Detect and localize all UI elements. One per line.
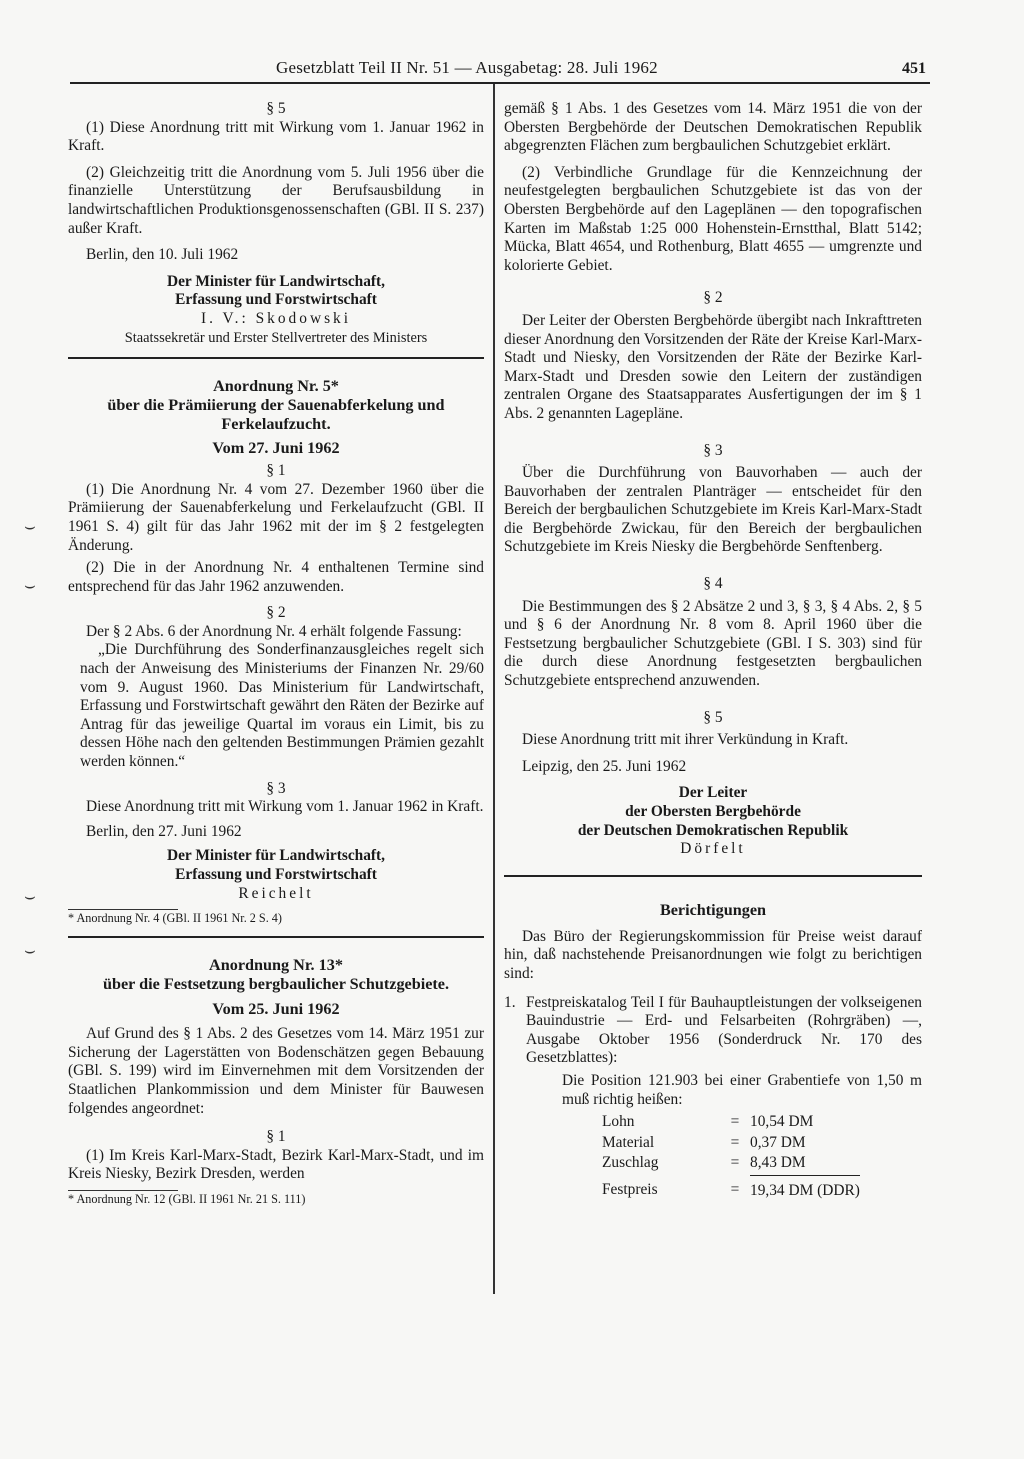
table-cell-label: Zuschlag (602, 1154, 659, 1172)
paragraph: Der § 2 Abs. 6 der Anordnung Nr. 4 erhält folgende Fassung: (86, 622, 462, 640)
table-cell-equals: = (730, 1113, 740, 1131)
paragraph: Diese Anordnung tritt mit Wirkung vom 1. Januar 1962 in Kraft. (86, 798, 484, 816)
table-cell-value: 10,54 DM (750, 1113, 814, 1131)
margin-mark-icon: ⌣ (24, 886, 36, 906)
header-rule (70, 82, 930, 84)
margin-mark-icon: ⌣ (24, 575, 36, 595)
signature-title: Erfassung und Forstwirtschaft (175, 866, 377, 883)
signature-title: der Obersten Bergbehörde (625, 803, 801, 820)
regulation-subtitle: über die Festsetzung bergbaulicher Schutzgebiete. (102, 975, 450, 994)
margin-mark-icon: ⌣ (24, 516, 36, 536)
paragraph: Auf Grund des § 1 Abs. 2 des Gesetzes vom 14. März 1951 zur Sicherung der Lagerstätten von Bodenschätzen gegen Bebauung (GBl. S. 199) wird im Einvernehmen mit dem Vorsitzenden der Staatlichen Plankommission und dem Minister für Bauwesen folgendes angeordnet: (68, 1025, 484, 1117)
paragraph: (1) Diese Anordnung tritt mit Wirkung vom 1. Januar 1962 in Kraft. (68, 118, 484, 155)
paragraph: Die Bestimmungen des § 2 Absätze 2 und 3, § 3, § 4 Abs. 2, § 5 und § 6 der Anordnung Nr. 8 vom 8. April 1960 über die Festsetzung bergbaulicher Schutzgebiete (GBl. I S. 303) sind für die durch diese Anordnung festgesetzten bergbaulichen Schutzgebiete entsprechend anzuwenden. (504, 597, 922, 690)
signature-name: Reichelt (238, 884, 314, 902)
section-heading: § 5 (703, 708, 723, 726)
signature-name: Dörfelt (680, 840, 746, 858)
journal-header: Gesetzblatt Teil II Nr. 51 — Ausgabetag: 28. Juli 1962 (276, 58, 658, 77)
table-cell-label: Material (602, 1133, 655, 1151)
page-header (70, 58, 930, 82)
paragraph: Das Büro der Regierungskommission für Preise weist darauf hin, daß nachstehende Preisanordnungen wie folgt zu berichtigen sind: (504, 927, 922, 982)
regulation-date: Vom 27. Juni 1962 (212, 439, 340, 458)
table-cell-equals: = (730, 1133, 740, 1151)
section-heading: § 5 (266, 100, 286, 117)
paragraph: Die Position 121.903 bei einer Grabentiefe von 1,50 m muß richtig heißen: (562, 1071, 922, 1108)
signature-title: Erfassung und Forstwirtschaft (175, 291, 377, 309)
table-row (602, 1154, 860, 1175)
footnote: * Anordnung Nr. 12 (GBl. II 1961 Nr. 21 S. 111) (68, 1191, 306, 1206)
section-rule (68, 357, 484, 359)
regulation-date: Vom 25. Juni 1962 (212, 1000, 340, 1019)
list-text: Festpreiskatalog Teil I für Bauhauptleistungen der volkseigenen Bauindustrie — Erd- und Felsarbeiten (Rohrgräben) —, Ausgabe Oktober 1956 (Sonderdruck Nr. 170 des Gesetzblattes): (526, 993, 922, 1067)
section-heading: § 1 (266, 1128, 286, 1146)
page-number: 451 (902, 60, 926, 77)
paragraph: (1) Die Anordnung Nr. 4 vom 27. Dezember 1960 über die Prämiierung der Sauenabferkelung und Ferkelaufzucht (GBl. II 1961 S. 4) gilt für das Jahr 1962 mit der im § 2 festgelegten Änderung. (68, 480, 484, 554)
table-cell-label: Festpreis (602, 1181, 658, 1199)
column-divider (493, 84, 495, 1294)
table-cell-equals: = (730, 1154, 740, 1172)
table-cell-equals: = (730, 1181, 740, 1199)
table-cell-value: 0,37 DM (750, 1133, 806, 1151)
signature-title: Der Minister für Landwirtschaft, (166, 272, 386, 290)
paragraph: Der Leiter der Obersten Bergbehörde übergibt nach Inkrafttreten dieser Anordnung den Vorsitzenden der Räte der Kreise Karl-Marx-Stadt und Niesky, den Vorsitzenden der Räte der Bezirke Karl-Marx-Stadt und Dresden sowie den Leitern der zuständigen zentralen Organe des Staatsapparates Ausfertigungen der im § 1 Abs. 2 genannten Lagepläne. (504, 311, 922, 422)
margin-mark-icon: ⌣ (24, 940, 36, 960)
paragraph: (1) Im Kreis Karl-Marx-Stadt, Bezirk Karl-Marx-Stadt, und im Kreis Niesky, Bezirk Dresden, werden (68, 1146, 484, 1183)
table-cell-value: 19,34 DM (DDR) (750, 1181, 860, 1199)
section-rule (68, 936, 484, 938)
footnote: * Anordnung Nr. 4 (GBl. II 1961 Nr. 2 S. 4) (68, 911, 282, 926)
place-date: Berlin, den 27. Juni 1962 (86, 822, 242, 840)
list-number: 1. (504, 993, 516, 1011)
table-cell-value: 8,43 DM (750, 1154, 860, 1175)
regulation-title: Anordnung Nr. 5* (213, 377, 339, 396)
signature-title: der Deutschen Demokratischen Republik (577, 821, 849, 839)
regulation-title: Anordnung Nr. 13* (209, 956, 343, 975)
section-heading: § 4 (703, 575, 723, 593)
paragraph: (2) Gleichzeitig tritt die Anordnung vom 5. Juli 1956 über die finanzielle Unterstützung der Berufsausbildung in landwirtschaftlichen Produktionsgenossenschaften (GBl. II S. 237) außer Kraft. (68, 163, 484, 237)
signature-title: Der Leiter (678, 784, 748, 802)
table-row (602, 1113, 860, 1134)
section-heading: § 3 (703, 441, 723, 459)
signature-title: Der Minister für Landwirtschaft, (166, 847, 386, 865)
signature-name: I. V.: Skodowski (200, 309, 352, 327)
list-item (504, 994, 922, 1068)
paragraph: Über die Durchführung von Bauvorhaben — auch der Bauvorhaben der zentralen Planträger — entscheidet für den Bereich der bergbaulichen Schutzgebiete im Kreis Karl-Marx-Stadt die Bergbehörde Zwickau, für den Bereich der bergbaulichen Schutzgebiete im Kreis Niesky die Bergbehörde Senftenberg. (504, 464, 922, 556)
right-column (504, 100, 922, 1203)
left-column (68, 100, 484, 1207)
paragraph: (2) Die in der Anordnung Nr. 4 enthaltenen Termine sind entsprechend für das Jahr 1962 anzuwenden. (68, 559, 484, 595)
paragraph: gemäß § 1 Abs. 1 des Gesetzes vom 14. März 1951 die von der Obersten Bergbehörde der Deutschen Demokratischen Republik abgegrenzten Flächen zum bergbaulichen Schutzgebiet erklärt. (504, 100, 922, 155)
section-heading: § 1 (266, 462, 286, 480)
paragraph: (2) Verbindliche Grundlage für die Kennzeichnung der neufestgelegten bergbaulichen Schutzgebiete ist das von der Obersten Bergbehörde auf den Lageplänen — den topografischen Karten im Maßstab 1:25 000 Hohenstein-Ernstthal, Blatt 5142; Mücka, Blatt 4654, und Rothenburg, Blatt 4655 — umgrenzte und kolorierte Gebiet. (504, 163, 922, 274)
table-cell-label: Lohn (602, 1113, 635, 1131)
place-date: Leipzig, den 25. Juni 1962 (522, 757, 687, 775)
signature-role: Staatssekretär und Erster Stellvertreter des Ministers (124, 329, 428, 346)
section-heading: § 3 (266, 779, 286, 797)
price-table (602, 1113, 860, 1202)
place-date: Berlin, den 10. Juli 1962 (86, 246, 239, 264)
paragraph: Diese Anordnung tritt mit ihrer Verkündung in Kraft. (522, 731, 849, 749)
section-rule (504, 875, 922, 877)
section-heading: § 2 (703, 289, 723, 307)
corrections-title: Berichtigungen (659, 900, 767, 919)
section-heading: § 2 (266, 604, 286, 622)
regulation-subtitle: über die Prämiierung der Sauenabferkelung und Ferkelaufzucht. (107, 396, 445, 434)
quoted-paragraph: „Die Durchführung des Sonderfinanzausgleiches regelt sich nach der Anweisung des Ministeriums der Finanzen Nr. 29/60 vom 9. August 1960. Das Ministerium für Landwirtschaft, Erfassung und Forstwirtschaft gewährt den Räten der Bezirke auf Antrag für das jeweilige Quartal im voraus ein Limit, bis zu dessen Höhe nach den geltenden Bestimmungen Prämien gezahlt werden können.“ (80, 641, 484, 771)
table-row (602, 1175, 860, 1202)
table-row (602, 1134, 860, 1155)
